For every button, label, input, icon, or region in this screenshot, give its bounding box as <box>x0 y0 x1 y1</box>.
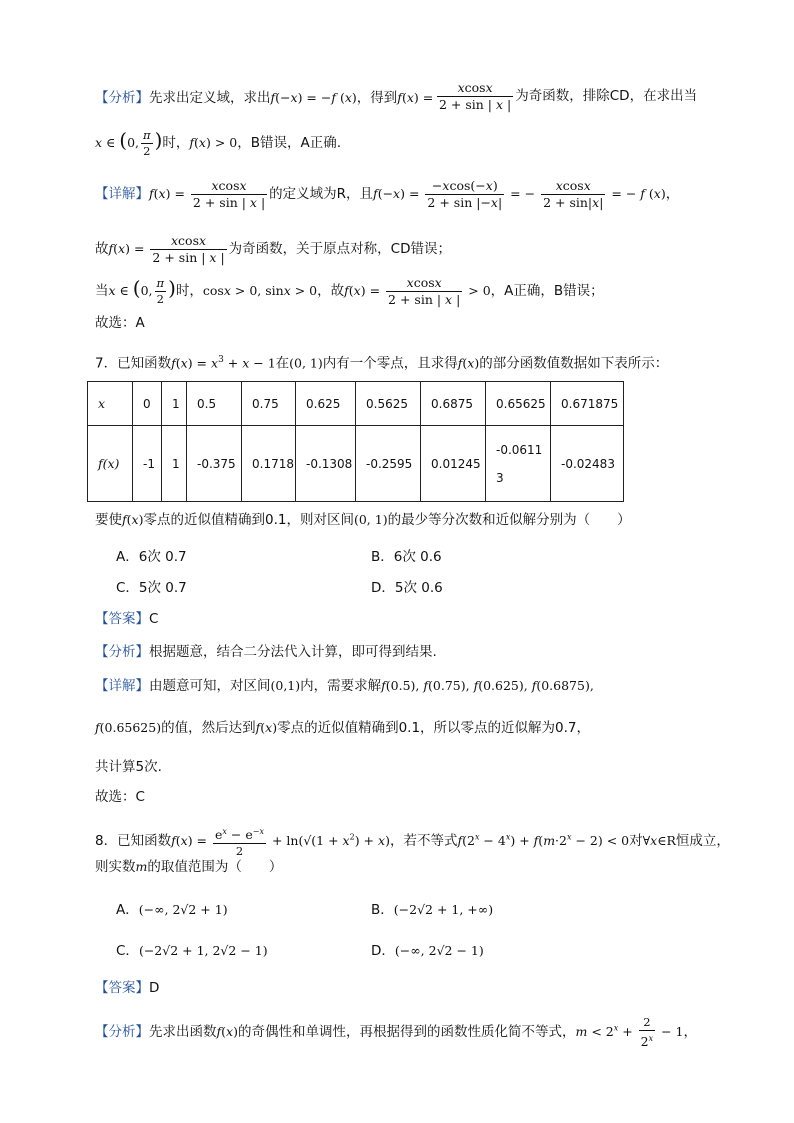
table-cell: 0.01245 <box>421 426 486 502</box>
table-cell: 0.6875 <box>421 382 486 426</box>
table-cell: 0.625 <box>296 382 356 426</box>
table-header-fx: f(x) <box>88 426 133 502</box>
table-cell: -0.2595 <box>356 426 421 502</box>
q8-option-d: D．(−∞, 2√2 − 1) <box>371 943 484 959</box>
answer-tag: 【答案】 <box>95 980 149 996</box>
q7-option-b: B．6次 0.6 <box>371 549 442 565</box>
q8-option-b: B．(−2√2 + 1, +∞) <box>371 902 494 918</box>
q8-stem-line2: 则实数m的取值范围为（ ） <box>95 859 283 875</box>
q8-option-a: A．(−∞, 2√2 + 1) <box>116 902 228 918</box>
q7-stem: 7．已知函数$f(x) = x^3 + x - 1$在(0, 1)内有一个零点，且求得f(x)的部分函数值数据如下表所示： <box>95 355 669 372</box>
table-cell: -0.02483 <box>551 426 624 502</box>
q6-analysis-line2: x ∈ (0, $\frac{\pi}{2}$ )时，f(x) > 0，B错误，A正确. <box>95 128 342 158</box>
table-cell: -0.1308 <box>296 426 356 502</box>
q7-choice: 故选：C <box>95 789 145 805</box>
table-header-x: x <box>88 382 133 426</box>
table-cell: 0.671875 <box>551 382 624 426</box>
q6-detail-line3: 当x ∈ (0, $\frac{\pi}{2}$ )时，cosx > 0, sinx > 0，故f(x) = $\frac{xcosx}{2 + \sin | x |}$ > 0，A正确，B错误； <box>95 275 604 307</box>
analysis-tag: 【分析】 <box>95 1023 149 1040</box>
q7-detail-line3: 共计算5次. <box>95 759 162 775</box>
table-cell: 0.1718 <box>242 426 296 502</box>
q7-analysis: 【分析】根据题意，结合二分法代入计算，即可得到结果. <box>95 644 437 660</box>
table-cell: 1 <box>162 382 187 426</box>
table-cell: 0.65625 <box>486 382 551 426</box>
q6-analysis-line1: 【分析】先求出定义域，求出f(−x) = −f (x)，得到f(x) = <box>95 90 434 106</box>
q7-option-d: D．5次 0.6 <box>371 580 443 596</box>
q8-answer: 【答案】D <box>95 980 160 996</box>
q8-analysis: 【分析】先求出函数f(x)的奇偶性和单调性，再根据得到的函数性质化简不等式，$m < 2^x$ + $\frac{2}{2^x}$ − 1， <box>95 1015 697 1049</box>
analysis-tag: 【分析】 <box>95 644 149 660</box>
q6-analysis-fraction: $\frac{xcosx}{2 + \sin | x |}$ 为奇函数，排除CD，在求出当 <box>439 80 698 112</box>
table-row-x <box>88 382 624 426</box>
detail-tag: 【详解】 <box>95 186 149 202</box>
q6-choice: 故选：A <box>95 315 145 331</box>
table-cell: -0.0611 3 <box>486 426 551 502</box>
analysis-tag: 【分析】 <box>95 90 149 106</box>
table-cell: 0.5 <box>187 382 242 426</box>
q8-stem-line1: 8．已知函数f(x) = $\frac{e^x - e^{-x}}{2}$ + $\ln(√(1 + x^2) + x)$，若不等式$f(2^x - 4^x) + f(m\cdot 2^x - 2) < 0$对∀x∈R恒成立， <box>95 824 730 859</box>
table-cell: 0.5625 <box>356 382 421 426</box>
detail-tag: 【详解】 <box>95 678 149 694</box>
table-cell: -1 <box>133 426 162 502</box>
table-cell: 0 <box>133 382 162 426</box>
table-cell: 0.75 <box>242 382 296 426</box>
q7-answer: 【答案】C <box>95 611 159 627</box>
function-value-table <box>87 381 624 502</box>
answer-tag: 【答案】 <box>95 611 149 627</box>
table-row-fx <box>88 426 624 502</box>
table-cell: 1 <box>162 426 187 502</box>
q7-option-a: A．6次 0.7 <box>116 549 187 565</box>
q6-detail-line2: 故f(x) = $\frac{xcosx}{2 + \sin | x |}$ 为奇函数，关于原点对称，CD错误； <box>95 233 451 265</box>
q6-detail-line1: 【详解】f(x) = $\frac{xcosx}{2 + \sin | x |}$ 的定义域为R，且f(−x) = $\frac{-xcos(-x)}{2 + \sin |-x|}$ = − $\frac{xcosx}{2 + \sin|x|}$ = − f (x)， <box>95 178 680 210</box>
q7-detail-line2: f(0.65625)的值，然后达到f(x)零点的近似值精确到0.1，所以零点的近似解为0.7， <box>95 720 591 736</box>
q7-option-c: C．5次 0.7 <box>116 580 187 596</box>
q7-detail-line1: 【详解】由题意可知，对区间(0,1)内，需要求解f(0.5), f(0.75), f(0.625), f(0.6875), <box>95 678 594 694</box>
q8-option-c: C．(−2√2 + 1, 2√2 − 1) <box>116 943 268 959</box>
table-cell: -0.375 <box>187 426 242 502</box>
q7-question: 要使f(x)零点的近似值精确到0.1，则对区间(0, 1)的最少等分次数和近似解分别为（ ） <box>95 512 631 528</box>
